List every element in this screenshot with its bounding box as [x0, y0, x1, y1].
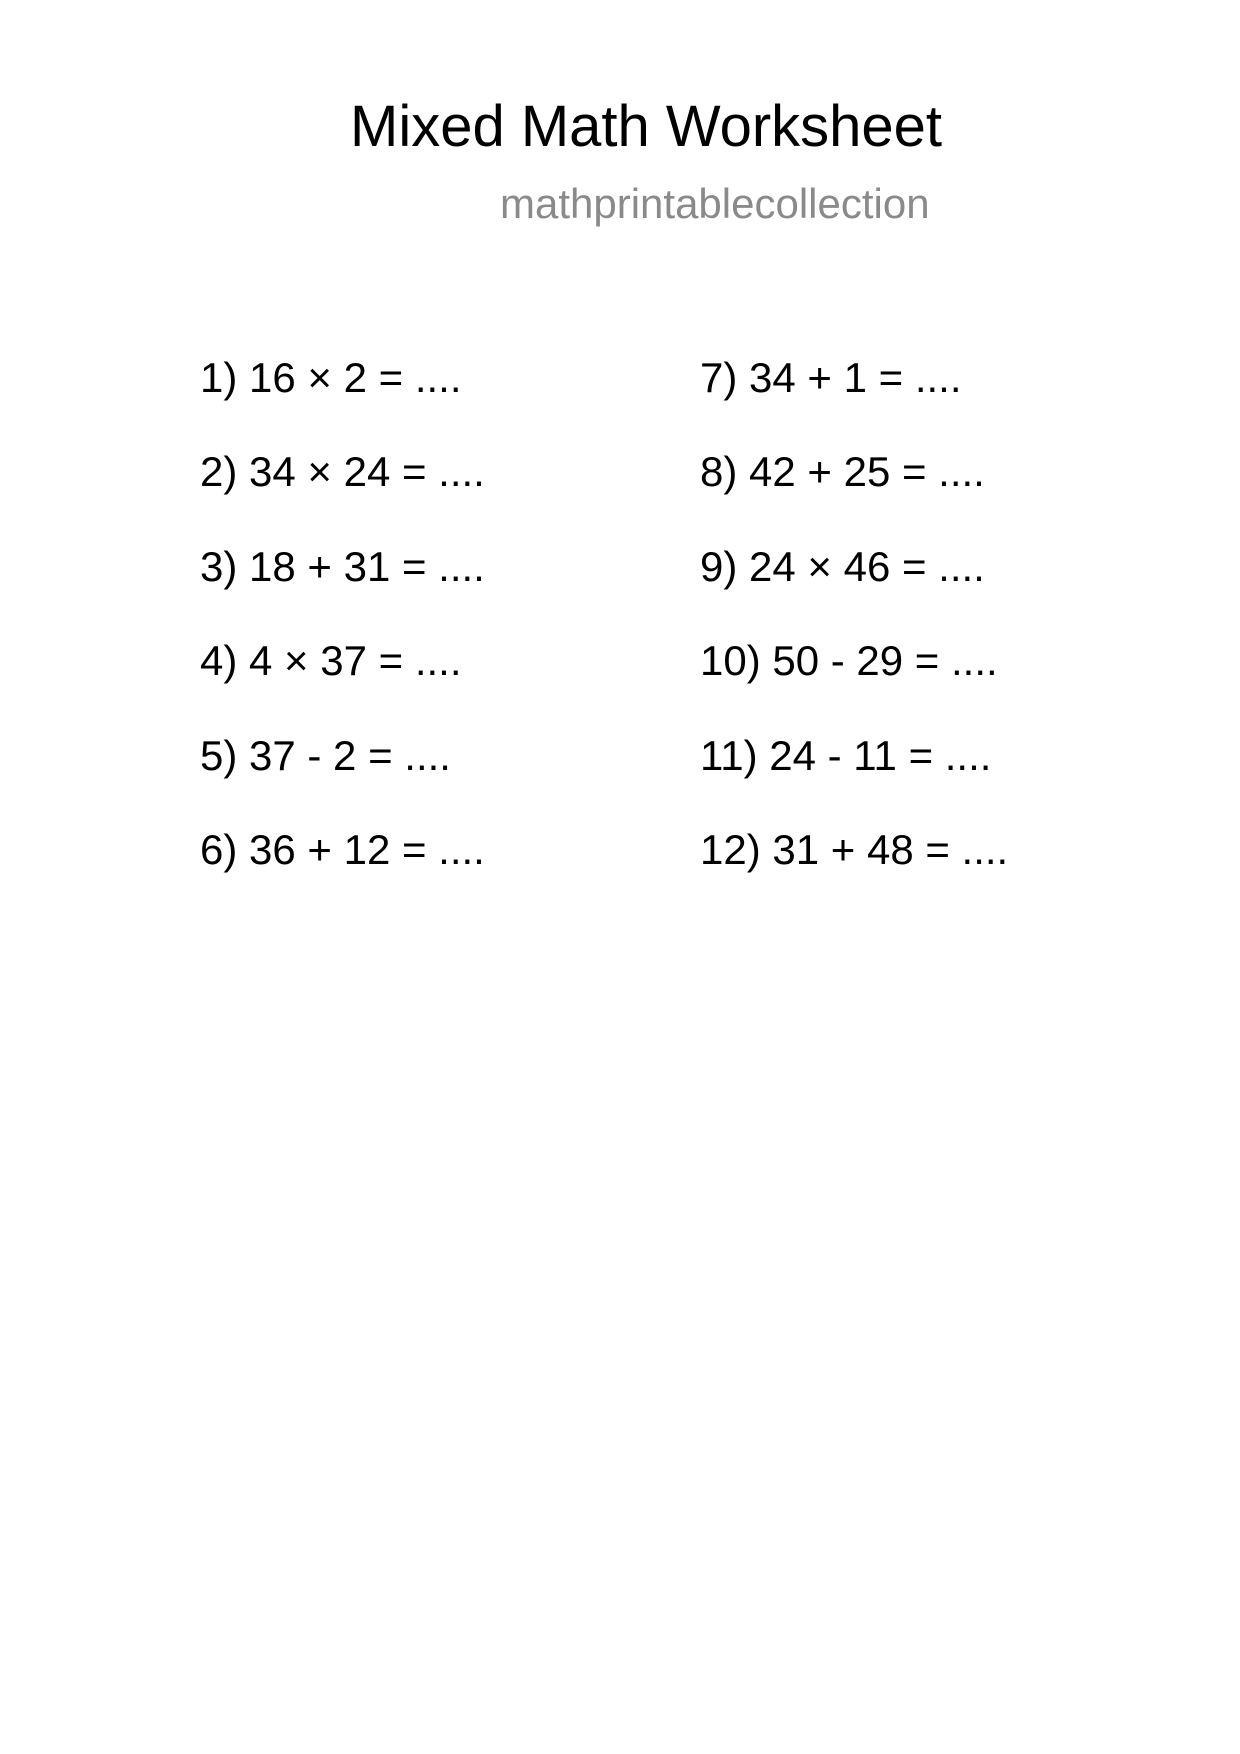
problem-1: 1) 16 × 2 = ....: [200, 354, 462, 401]
problem-10: 10) 50 - 29 = ....: [700, 637, 998, 684]
worksheet-subtitle: mathprintablecollection: [500, 180, 930, 227]
problem-6: 6) 36 + 12 = ....: [200, 826, 485, 873]
problem-11: 11) 24 - 11 = ....: [700, 732, 992, 779]
problem-12: 12) 31 + 48 = ....: [700, 826, 1009, 873]
problem-4: 4) 4 × 37 = ....: [200, 637, 462, 684]
worksheet-title: Mixed Math Worksheet: [350, 94, 943, 159]
problem-8: 8) 42 + 25 = ....: [700, 448, 985, 495]
problem-5: 5) 37 - 2 = ....: [200, 732, 451, 779]
problem-2: 2) 34 × 24 = ....: [200, 448, 485, 495]
problem-9: 9) 24 × 46 = ....: [700, 543, 985, 590]
problem-7: 7) 34 + 1 = ....: [700, 354, 962, 401]
problem-3: 3) 18 + 31 = ....: [200, 543, 485, 590]
